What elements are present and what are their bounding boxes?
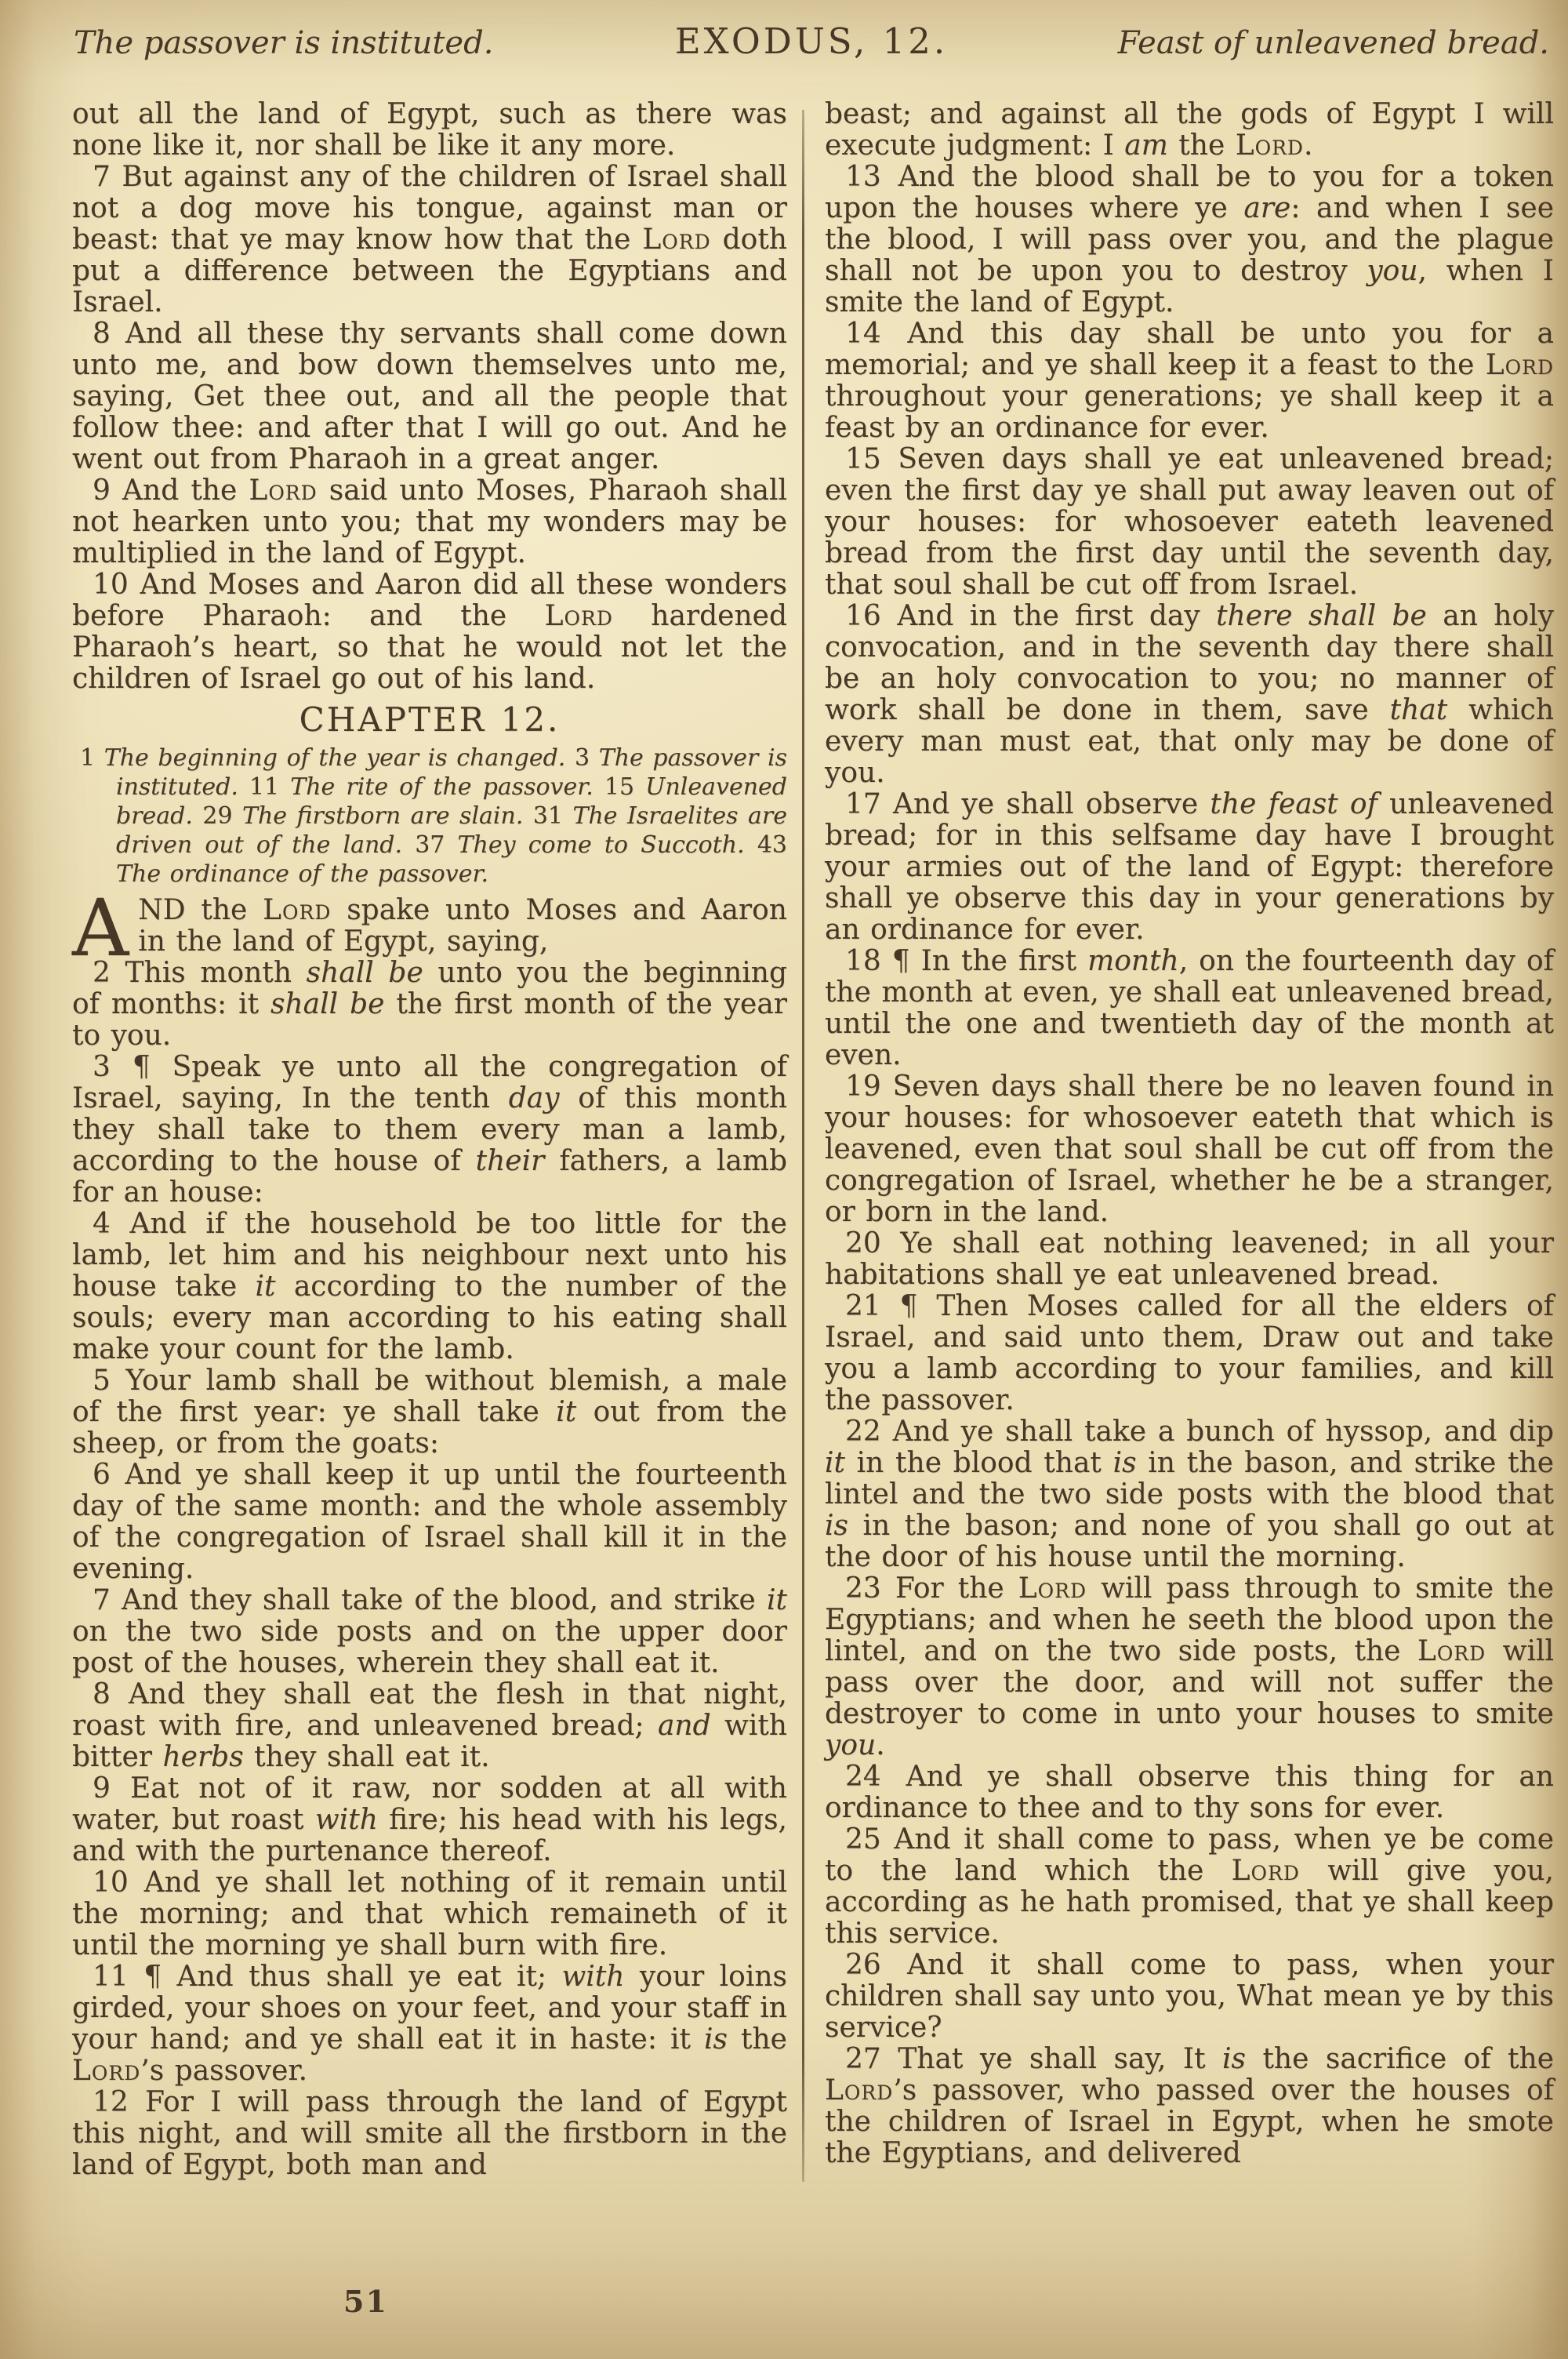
text-run: CHAPTER 12. bbox=[299, 700, 561, 739]
text-run: is bbox=[825, 1510, 848, 1542]
text-run: shall be bbox=[270, 988, 385, 1020]
text-run: 13 And the blood shall be to you for a token upon the houses where ye bbox=[825, 161, 1554, 224]
text-run: in the bason, and strike the lintel and the two side posts with the blood that bbox=[825, 1447, 1554, 1510]
verse-continuation bbox=[825, 99, 1554, 162]
text-run: hardened Pharaoh’s heart, so that he would not let the children of Israel go out of his land. bbox=[72, 600, 788, 695]
text-run: the bbox=[728, 2023, 787, 2055]
verse-paragraph bbox=[825, 1573, 1554, 1761]
text-run: the feast of bbox=[1210, 788, 1377, 820]
drop-cap-letter: A bbox=[72, 882, 129, 974]
text-run: your loins girded, your shoes on your feet, and your staff in your hand; and ye shall eat it in haste: it bbox=[72, 1961, 788, 2055]
verse-paragraph bbox=[825, 1228, 1554, 1291]
text-run: 15 Seven days shall ye eat unleavened bread; even the first day ye shall put away leaven out of your houses: for whosoever eateth leavened bread from the first day until the seventh day, that soul shall be cut off from Israel. bbox=[825, 443, 1554, 601]
text-run: throughout your generations; ye shall keep it a feast by an ordinance for ever. bbox=[825, 380, 1554, 444]
verse-paragraph bbox=[825, 2044, 1554, 2169]
text-run: The passover is instituted. bbox=[116, 744, 788, 801]
text-run: the bbox=[1167, 129, 1236, 162]
text-run: in the blood that bbox=[844, 1447, 1113, 1479]
text-run: beast; and against all the gods of Egypt I will execute judgment: I bbox=[825, 98, 1554, 162]
text-run: 11 ¶ And thus shall ye eat it; bbox=[93, 1961, 562, 1993]
text-run: The rite of the passover. bbox=[290, 773, 604, 801]
text-run: on the two side posts and on the upper door post of the houses, wherein they shall eat it. bbox=[72, 1616, 787, 1679]
verse-paragraph bbox=[72, 2087, 787, 2181]
small-caps-lord: Lord bbox=[825, 2074, 894, 2106]
text-run: 5 Your lamb shall be without blemish, a male of the first year: ye shall take bbox=[72, 1365, 787, 1428]
text-run: it bbox=[825, 1447, 845, 1479]
verse-paragraph bbox=[825, 162, 1554, 318]
text-run: will pass through to smite the Egyptians; and when he seeth the blood upon the lintel, and on the two side posts, the bbox=[825, 1572, 1554, 1667]
small-caps-lord: Lord bbox=[249, 474, 318, 507]
chapter-heading bbox=[72, 700, 787, 739]
text-run: is bbox=[1112, 1447, 1137, 1479]
text-run: it bbox=[255, 1270, 276, 1303]
verse-paragraph bbox=[825, 1761, 1554, 1824]
text-run: 20 Ye shall eat nothing leavened; in all your habitations shall ye eat unleavened bread. bbox=[825, 1227, 1554, 1291]
verse-paragraph bbox=[72, 1209, 787, 1365]
verse-paragraph bbox=[825, 601, 1554, 789]
verse-paragraph bbox=[72, 1585, 787, 1679]
text-run: Unleavened bread. bbox=[116, 773, 787, 830]
text-run: am bbox=[1124, 129, 1168, 162]
text-run: 2 This month bbox=[93, 957, 307, 989]
text-run: is bbox=[704, 2023, 728, 2055]
text-run: is bbox=[1222, 2043, 1247, 2075]
verse-paragraph bbox=[825, 1071, 1554, 1228]
text-run: 22 And ye shall take a bunch of hyssop, and dip bbox=[845, 1416, 1554, 1448]
text-run: month bbox=[1087, 945, 1179, 977]
text-run: . bbox=[1303, 129, 1313, 162]
text-run: 1 bbox=[80, 744, 104, 772]
verse-paragraph bbox=[825, 1950, 1554, 2044]
text-run: out all the land of Egypt, such as there was none like it, nor shall be like it any more. bbox=[72, 98, 787, 162]
verse-paragraph bbox=[72, 318, 787, 475]
small-caps-lord: Lord bbox=[1417, 1635, 1486, 1667]
text-run: they shall eat it. bbox=[243, 1741, 490, 1773]
text-run: 12 For I will pass through the land of Egypt this night, and will smite all the firstborn in the land of Egypt, both man and bbox=[72, 2086, 787, 2181]
text-run: fire; his head with his legs, and with the purtenance thereof. bbox=[72, 1804, 787, 1867]
text-run: shall be bbox=[306, 957, 423, 989]
small-caps-lord: Lord bbox=[1231, 1855, 1300, 1887]
text-run: herbs bbox=[162, 1741, 244, 1773]
page-number: 51 bbox=[343, 2284, 388, 2319]
text-run: 8 And all these thy servants shall come down unto me, and bow down themselves unto me, saying, Get thee out, and all the people that follow thee: and after that I will go out. And he went out from Pharaoh in a great anger. bbox=[72, 318, 787, 475]
text-run: you bbox=[825, 1729, 877, 1761]
verse-paragraph bbox=[72, 162, 787, 318]
verse-paragraph bbox=[825, 444, 1554, 601]
text-run: and bbox=[657, 1710, 711, 1742]
text-run: 19 Seven days shall there be no leaven found in your houses: for whosoever eateth that which is leavened, even that soul shall be cut off from the congregation of Israel, whether he be a stranger, or born in the land. bbox=[825, 1070, 1554, 1228]
running-head-right: Feast of unleavened bread. bbox=[1117, 25, 1550, 61]
text-run: 21 ¶ Then Moses called for all the elders of Israel, and said unto them, Draw out and take you a lamb according to your families, and kill the passover. bbox=[825, 1290, 1554, 1416]
text-column-left bbox=[72, 99, 787, 2181]
text-run: 11 bbox=[249, 773, 291, 801]
small-caps-lord: Lord bbox=[263, 894, 332, 926]
text-run: 31 bbox=[532, 802, 573, 830]
text-run: They come to Succoth. bbox=[457, 831, 757, 859]
text-run: 17 And ye shall observe bbox=[845, 788, 1210, 820]
text-run: it bbox=[767, 1584, 787, 1616]
text-run: their bbox=[475, 1145, 545, 1177]
small-caps-lord: Lord bbox=[642, 224, 711, 256]
chapter-summary bbox=[72, 743, 787, 889]
text-run: 7 And they shall take of the blood, and strike bbox=[93, 1584, 768, 1616]
text-run: it bbox=[556, 1396, 577, 1428]
text-run: unleavened bread; for in this selfsame day have I brought your armies out of the land of Egypt: therefore shall ye observe this day in your generations by an ordinance for ever. bbox=[825, 788, 1554, 946]
text-run: 16 And in the first day bbox=[845, 600, 1217, 632]
text-run: of this month they shall take to them every man a lamb, according to the house of bbox=[72, 1082, 788, 1177]
verse-paragraph bbox=[72, 1961, 787, 2087]
text-run: The beginning of the year is changed. bbox=[103, 744, 575, 772]
text-run: 15 bbox=[604, 773, 646, 801]
text-run: with bitter bbox=[72, 1710, 787, 1773]
text-run: will pass over the door, and will not suffer the destroyer to come in unto your houses to smite bbox=[825, 1635, 1554, 1730]
text-run: 10 And ye shall let nothing of it remain until the morning; and that which remaineth of it until the morning ye shall burn with fire. bbox=[72, 1866, 787, 1961]
small-caps-lord: Lord bbox=[72, 2055, 141, 2087]
verse-paragraph bbox=[825, 789, 1554, 946]
verse-paragraph bbox=[72, 569, 787, 695]
text-run: according to the number of the souls; every man according to his eating shall make your count for the lamb. bbox=[72, 1270, 787, 1365]
text-run: 27 That ye shall say, It bbox=[845, 2043, 1223, 2075]
verse-paragraph bbox=[825, 1824, 1554, 1950]
small-caps-lord: Lord bbox=[544, 600, 613, 632]
small-caps-lord: Lord bbox=[1235, 129, 1304, 162]
verse-continuation bbox=[72, 99, 787, 162]
text-run: ’s passover. bbox=[140, 2055, 308, 2087]
running-header bbox=[74, 20, 1560, 62]
text-run: the first month of the year to you. bbox=[72, 988, 787, 1052]
text-run: an holy convocation, and in the seventh day there shall be an holy convocation to you; no manner of work shall be done in them, save bbox=[825, 600, 1554, 726]
text-run: , on the fourteenth day of the month at even, ye shall eat unleavened bread, until the one and twentieth day of the month at even. bbox=[825, 945, 1554, 1071]
text-run: 9 And the bbox=[93, 474, 249, 507]
verse-paragraph bbox=[72, 475, 787, 569]
text-run: are bbox=[1243, 192, 1291, 224]
text-run: will give you, according as he hath promised, that ye shall keep this service. bbox=[825, 1855, 1554, 1950]
text-run: 4 And if the household be too little for the lamb, let him and his neighbour next unto his house take bbox=[72, 1208, 787, 1303]
text-run: : and when I see the blood, I will pass over you, and the plague shall not be upon you to destroy bbox=[825, 192, 1554, 287]
verse-paragraph bbox=[825, 1416, 1554, 1573]
text-run: ’s passover, who passed over the houses of the children of Israel in Egypt, when he smote the Egyptians, and delivered bbox=[825, 2074, 1554, 2169]
text-run: 10 And Moses and Aaron did all these wonders before Pharaoh: and the bbox=[72, 569, 787, 632]
text-run: spake unto Moses and Aaron in the land of Egypt, saying, bbox=[138, 894, 787, 958]
text-run: 26 And it shall come to pass, when your children shall say unto you, What mean ye by this service? bbox=[825, 1949, 1554, 2044]
text-run: The ordinance of the passover. bbox=[116, 860, 489, 888]
text-run: 37 bbox=[415, 831, 458, 859]
text-run: 24 And ye shall observe this thing for an ordinance to thee and to thy sons for ever. bbox=[825, 1761, 1554, 1824]
verse-paragraph bbox=[72, 1773, 787, 1867]
verse-paragraph bbox=[825, 318, 1554, 444]
text-run: 18 ¶ In the first bbox=[845, 945, 1088, 977]
verse-paragraph bbox=[72, 1052, 787, 1209]
text-run: 43 bbox=[757, 831, 787, 859]
text-run: unto you the beginning of months: it bbox=[72, 957, 787, 1020]
column-divider-rule bbox=[802, 110, 804, 2182]
text-run: 29 bbox=[202, 802, 242, 830]
verse-paragraph bbox=[72, 1365, 787, 1459]
text-run: 14 And this day shall be unto you for a memorial; and ye shall keep it a feast to the bbox=[825, 318, 1554, 381]
verse-paragraph bbox=[72, 1679, 787, 1773]
running-head-left: The passover is instituted. bbox=[74, 25, 494, 61]
verse-paragraph bbox=[825, 1291, 1554, 1416]
text-run: ND the bbox=[138, 894, 263, 926]
text-run: in the bason; and none of you shall go out at the door of his house until the morning. bbox=[825, 1510, 1554, 1573]
text-run: which every man must eat, that only may be done of you. bbox=[825, 694, 1555, 789]
text-run: said unto Moses, Pharaoh shall not hearken unto you; that my wonders may be multiplied in the land of Egypt. bbox=[72, 474, 787, 569]
small-caps-lord: Lord bbox=[1485, 349, 1554, 381]
text-run: fathers, a lamb for an house: bbox=[72, 1145, 787, 1209]
verse-paragraph bbox=[72, 1459, 787, 1585]
text-run: you bbox=[1367, 255, 1418, 287]
verse-paragraph bbox=[72, 958, 787, 1052]
text-run: with bbox=[561, 1961, 625, 1993]
text-run: The firstborn are slain. bbox=[241, 802, 533, 830]
text-run: 8 And they shall eat the flesh in that night, roast with fire, and unleavened bread; bbox=[72, 1678, 787, 1742]
small-caps-lord: Lord bbox=[1018, 1572, 1087, 1605]
text-run: day bbox=[508, 1082, 560, 1114]
text-run: there shall be bbox=[1216, 600, 1427, 632]
running-head-center: EXODUS, 12. bbox=[674, 20, 949, 62]
text-run: the sacrifice of the bbox=[1246, 2043, 1554, 2075]
text-run: with bbox=[314, 1804, 378, 1836]
text-run: The Israelites are driven out of the land. bbox=[116, 802, 787, 859]
text-run: , when I smite the land of Egypt. bbox=[825, 255, 1554, 318]
text-run: that bbox=[1389, 694, 1448, 726]
text-column-right bbox=[825, 99, 1554, 2169]
text-run: 6 And ye shall keep it up until the fourteenth day of the same month: and the whole assembly of the congregation of Israel shall kill it in the evening. bbox=[72, 1459, 787, 1585]
text-run: 25 And it shall come to pass, when ye be come to the land which the bbox=[825, 1823, 1554, 1887]
text-run: 3 bbox=[574, 744, 599, 772]
text-run: . bbox=[876, 1729, 885, 1761]
verse-paragraph bbox=[72, 1867, 787, 1961]
text-run: doth put a difference between the Egyptians and Israel. bbox=[72, 224, 787, 318]
text-run: 9 Eat not of it raw, nor sodden at all with water, but roast bbox=[72, 1772, 787, 1836]
text-run: 3 ¶ Speak ye unto all the congregation of Israel, saying, In the tenth bbox=[72, 1051, 787, 1114]
text-run: 7 But against any of the children of Israel shall not a dog move his tongue, against man or beast: that ye may know how that the bbox=[72, 161, 787, 256]
text-run: 23 For the bbox=[845, 1572, 1018, 1605]
verse-paragraph bbox=[825, 946, 1554, 1071]
text-run: out from the sheep, or from the goats: bbox=[72, 1396, 787, 1459]
